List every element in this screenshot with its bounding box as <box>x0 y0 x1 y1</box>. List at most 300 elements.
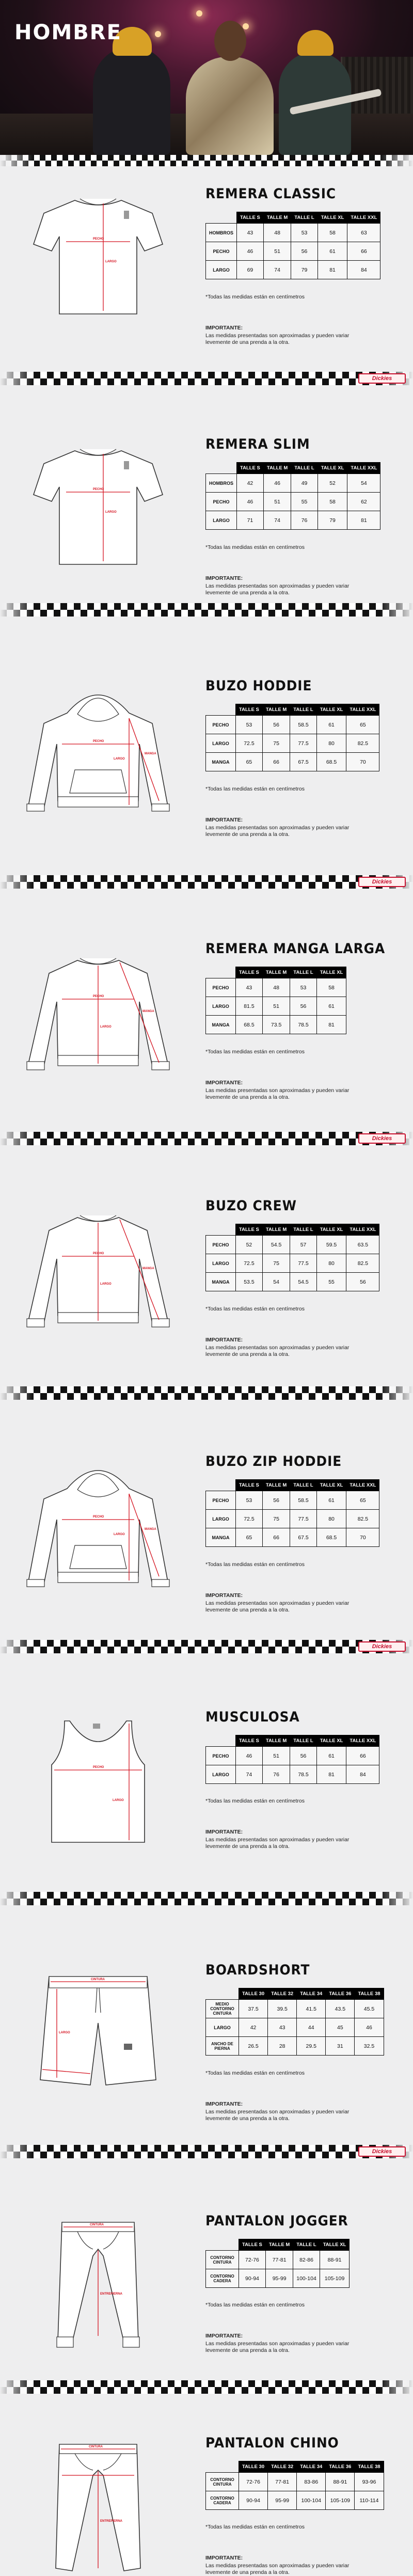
crew-sweater-diagram <box>21 1202 176 1336</box>
table-cell: 61 <box>316 1747 346 1765</box>
table-row <box>206 2473 384 2491</box>
important-note <box>205 817 350 838</box>
important-heading: IMPORTANTE: <box>205 1337 243 1343</box>
table-row <box>206 734 379 753</box>
row-label: MANGA <box>206 753 236 771</box>
row-label: LARGO <box>206 261 237 279</box>
column-header: TALLE S <box>236 704 263 716</box>
table-header-row <box>206 1480 379 1491</box>
table-cell: 53 <box>291 224 317 242</box>
size-table <box>205 2461 384 2510</box>
row-label: LARGO <box>206 997 236 1016</box>
size-table <box>205 1988 384 2056</box>
column-header <box>206 1480 236 1491</box>
important-heading: IMPORTANTE: <box>205 2333 243 2339</box>
column-header: TALLE L <box>290 1224 316 1236</box>
table-cell: 95-99 <box>265 2269 293 2288</box>
column-header: TALLE L <box>293 2239 320 2251</box>
column-header: TALLE XL <box>320 2239 350 2251</box>
column-header: TALLE XL <box>316 1224 346 1236</box>
hero-banner <box>0 0 413 155</box>
svg-text:PECHO: PECHO <box>93 1515 104 1519</box>
table-row <box>206 1236 379 1254</box>
row-label: CONTORNO CINTURA <box>206 2251 239 2269</box>
table-cell: 54.5 <box>262 1236 290 1254</box>
checker-divider <box>0 155 413 166</box>
svg-text:PECHO: PECHO <box>93 238 104 241</box>
important-text: Las medidas presentadas son aproximadas y pueden variar levemente de una prenda a la otra. <box>205 2341 350 2353</box>
table-cell: 80 <box>316 1510 346 1528</box>
table-cell: 56 <box>262 716 290 734</box>
table-header-row <box>206 704 379 716</box>
table-cell: 56 <box>290 997 316 1016</box>
table-cell: 52 <box>317 474 347 493</box>
table-row <box>206 1254 379 1273</box>
row-label: ANCHO DE PIERNA <box>206 2037 239 2056</box>
table-cell: 74 <box>263 511 291 530</box>
table-cell: 77.5 <box>290 1510 316 1528</box>
page-title: HOMBRE <box>14 21 122 44</box>
garment-title: REMERA SLIM <box>205 436 310 452</box>
size-table <box>205 1735 379 1784</box>
garment-title: PANTALON JOGGER <box>205 2213 348 2229</box>
column-header: TALLE S <box>236 967 263 978</box>
column-header: TALLE M <box>265 2239 293 2251</box>
table-cell: 66 <box>346 1747 379 1765</box>
row-label: PECHO <box>206 978 236 997</box>
table-header-row <box>206 2239 350 2251</box>
checker-divider <box>0 875 413 889</box>
table-cell: 88-91 <box>326 2473 355 2491</box>
garment-title: MUSCULOSA <box>205 1709 300 1725</box>
table-cell: 55 <box>291 493 317 511</box>
units-note: *Todas las medidas están en centímetros <box>205 1306 305 1312</box>
svg-text:LARGO: LARGO <box>113 1799 124 1802</box>
important-note <box>205 1337 350 1358</box>
table-cell: 53.5 <box>236 1273 263 1291</box>
important-note <box>205 1829 350 1850</box>
units-note: *Todas las medidas están en centímetros <box>205 2524 305 2530</box>
brand-badge: Dickies <box>358 1641 406 1652</box>
table-cell: 81.5 <box>236 997 263 1016</box>
table-cell: 41.5 <box>297 2000 326 2018</box>
svg-text:MANGA: MANGA <box>142 1010 154 1013</box>
garment-title: BUZO CREW <box>205 1198 297 1214</box>
important-text: Las medidas presentadas son aproximadas y pueden variar levemente de una prenda a la otra. <box>205 825 350 837</box>
table-row <box>206 2269 350 2288</box>
table-cell: 65 <box>346 716 379 734</box>
stage-light <box>243 23 249 29</box>
table-cell: 100-104 <box>293 2269 320 2288</box>
column-header: TALLE XL <box>316 967 346 978</box>
table-cell: 66 <box>347 242 380 261</box>
checker-divider <box>0 2145 413 2158</box>
stage-light <box>155 31 161 37</box>
table-cell: 56 <box>290 1747 316 1765</box>
table-cell: 93-96 <box>355 2473 384 2491</box>
table-row <box>206 224 380 242</box>
row-label: PECHO <box>206 716 236 734</box>
garment-title: BOARDSHORT <box>205 1962 310 1978</box>
table-cell: 31 <box>326 2037 355 2056</box>
svg-text:LARGO: LARGO <box>100 1283 112 1286</box>
zip-hoodie-diagram <box>21 1458 176 1592</box>
table-header-row <box>206 1735 379 1747</box>
table-cell: 81 <box>347 511 380 530</box>
table-cell: 39.5 <box>268 2000 297 2018</box>
size-table <box>205 1479 379 1547</box>
column-header: TALLE 36 <box>326 1988 355 2000</box>
column-header: TALLE XXL <box>346 1224 379 1236</box>
important-heading: IMPORTANTE: <box>205 2555 243 2561</box>
units-note: *Todas las medidas están en centímetros <box>205 2070 305 2076</box>
important-note <box>205 2333 350 2354</box>
table-cell: 45.5 <box>355 2000 384 2018</box>
table-cell: 81 <box>316 1765 346 1784</box>
column-header: TALLE S <box>236 1735 263 1747</box>
table-header-row <box>206 463 380 474</box>
table-cell: 57 <box>290 1236 316 1254</box>
boardshort-diagram <box>21 1966 176 2100</box>
row-label: PECHO <box>206 1747 236 1765</box>
checker-divider <box>0 1640 413 1653</box>
svg-text:MANGA: MANGA <box>142 1267 154 1270</box>
garment-title: PANTALON CHINO <box>205 2435 339 2451</box>
table-cell: 78.5 <box>290 1016 316 1034</box>
table-cell: 79 <box>291 261 317 279</box>
table-cell: 63.5 <box>346 1236 379 1254</box>
column-header <box>206 1735 236 1747</box>
checker-divider <box>0 372 413 385</box>
table-cell: 26.5 <box>239 2037 268 2056</box>
column-header: TALLE 30 <box>239 1988 268 2000</box>
table-row <box>206 716 379 734</box>
svg-text:PECHO: PECHO <box>93 1766 104 1769</box>
table-row <box>206 1491 379 1510</box>
column-header: TALLE L <box>291 212 317 224</box>
column-header: TALLE 34 <box>297 1988 326 2000</box>
table-cell: 80 <box>316 1254 346 1273</box>
table-cell: 69 <box>237 261 264 279</box>
row-label: PECHO <box>206 1491 236 1510</box>
important-text: Las medidas presentadas son aproximadas y pueden variar levemente de una prenda a la otra. <box>205 2109 350 2122</box>
table-cell: 44 <box>297 2018 326 2037</box>
important-text: Las medidas presentadas son aproximadas y pueden variar levemente de una prenda a la otra. <box>205 2563 350 2575</box>
table-row <box>206 261 380 279</box>
row-label: LARGO <box>206 1510 236 1528</box>
column-header: TALLE 34 <box>297 2461 326 2473</box>
important-note <box>205 2101 350 2122</box>
table-cell: 90-94 <box>239 2269 266 2288</box>
garment-title: REMERA MANGA LARGA <box>205 941 386 957</box>
important-note <box>205 1080 350 1101</box>
table-cell: 55 <box>316 1273 346 1291</box>
chino-pants-diagram <box>21 2439 176 2573</box>
column-header: TALLE 30 <box>239 2461 268 2473</box>
column-header: TALLE XXL <box>347 463 380 474</box>
column-header: TALLE M <box>263 212 291 224</box>
units-note: *Todas las medidas están en centímetros <box>205 294 305 300</box>
column-header: TALLE XXL <box>347 212 380 224</box>
table-cell: 71 <box>237 511 264 530</box>
table-cell: 56 <box>262 1491 290 1510</box>
table-cell: 77-81 <box>268 2473 297 2491</box>
table-cell: 43.5 <box>326 2000 355 2018</box>
checker-divider <box>0 2380 413 2394</box>
table-cell: 110-114 <box>355 2491 384 2510</box>
column-header <box>206 2461 239 2473</box>
column-header: TALLE M <box>262 967 290 978</box>
model-left <box>93 46 170 155</box>
table-cell: 78.5 <box>290 1765 316 1784</box>
garment-title: BUZO ZIP HODDIE <box>205 1453 342 1469</box>
column-header <box>206 704 236 716</box>
table-row <box>206 997 346 1016</box>
garment-title: REMERA CLASSIC <box>205 186 337 202</box>
stage-light <box>196 10 202 17</box>
svg-text:PECHO: PECHO <box>93 488 104 491</box>
table-cell: 49 <box>291 474 317 493</box>
table-cell: 66 <box>262 1528 290 1547</box>
svg-text:ENTREPIERNA: ENTREPIERNA <box>100 2293 123 2296</box>
table-cell: 61 <box>316 1491 346 1510</box>
table-cell: 45 <box>326 2018 355 2037</box>
units-note: *Todas las medidas están en centímetros <box>205 1798 305 1804</box>
table-cell: 79 <box>317 511 347 530</box>
column-header: TALLE L <box>290 1480 316 1491</box>
svg-text:CINTURA: CINTURA <box>89 2445 103 2448</box>
table-cell: 62 <box>347 493 380 511</box>
table-cell: 82-86 <box>293 2251 320 2269</box>
important-note <box>205 325 350 346</box>
table-cell: 77.5 <box>290 1254 316 1273</box>
table-cell: 70 <box>346 753 379 771</box>
svg-text:PECHO: PECHO <box>93 995 104 998</box>
table-row <box>206 511 380 530</box>
table-cell: 28 <box>268 2037 297 2056</box>
table-row <box>206 474 380 493</box>
table-cell: 42 <box>239 2018 268 2037</box>
column-header: TALLE XL <box>317 212 347 224</box>
table-cell: 67.5 <box>290 1528 316 1547</box>
table-cell: 84 <box>346 1765 379 1784</box>
size-table <box>205 212 380 279</box>
table-cell: 53 <box>236 716 263 734</box>
table-cell: 65 <box>236 1528 263 1547</box>
table-cell: 46 <box>263 474 291 493</box>
column-header: TALLE M <box>263 463 291 474</box>
checker-divider <box>0 1386 413 1400</box>
table-cell: 43 <box>237 224 264 242</box>
svg-text:LARGO: LARGO <box>114 757 125 761</box>
column-header: TALLE S <box>236 1480 263 1491</box>
table-cell: 70 <box>346 1528 379 1547</box>
table-cell: 74 <box>263 261 291 279</box>
column-header: TALLE XL <box>317 463 347 474</box>
table-row <box>206 753 379 771</box>
tank-top-diagram <box>21 1713 176 1847</box>
checker-divider <box>0 1892 413 1905</box>
table-cell: 46 <box>237 242 264 261</box>
table-cell: 61 <box>316 716 346 734</box>
table-cell: 76 <box>262 1765 290 1784</box>
row-label: MANGA <box>206 1528 236 1547</box>
units-note: *Todas las medidas están en centímetros <box>205 786 305 792</box>
column-header <box>206 2239 239 2251</box>
table-cell: 51 <box>262 997 290 1016</box>
row-label: CONTORNO CADERA <box>206 2269 239 2288</box>
row-label: MEDIO CONTORNO CINTURA <box>206 2000 239 2018</box>
column-header: TALLE M <box>262 1224 290 1236</box>
table-cell: 65 <box>236 753 263 771</box>
column-header: TALLE 38 <box>355 2461 384 2473</box>
table-cell: 81 <box>316 1016 346 1034</box>
column-header: TALLE M <box>262 1480 290 1491</box>
size-table <box>205 2239 350 2288</box>
garment-title: BUZO HODDIE <box>205 678 312 694</box>
brand-badge: Dickies <box>358 877 406 887</box>
column-header: TALLE M <box>262 704 290 716</box>
table-cell: 59.5 <box>316 1236 346 1254</box>
row-label: LARGO <box>206 2018 239 2037</box>
column-header: TALLE L <box>290 1735 316 1747</box>
table-cell: 72-76 <box>239 2251 266 2269</box>
table-cell: 46 <box>236 1747 263 1765</box>
table-header-row <box>206 2461 384 2473</box>
row-label: MANGA <box>206 1016 236 1034</box>
column-header: TALLE M <box>262 1735 290 1747</box>
svg-text:LARGO: LARGO <box>105 260 117 263</box>
column-header: TALLE XL <box>316 704 346 716</box>
svg-text:LARGO: LARGO <box>100 1025 112 1029</box>
brand-badge: Dickies <box>358 1133 406 1144</box>
column-header: TALLE XXL <box>346 1480 379 1491</box>
size-table <box>205 704 379 771</box>
table-header-row <box>206 967 346 978</box>
table-cell: 58.5 <box>290 716 316 734</box>
svg-text:CINTURA: CINTURA <box>91 1978 105 1981</box>
table-cell: 68.5 <box>316 1528 346 1547</box>
column-header <box>206 212 237 224</box>
row-label: LARGO <box>206 511 237 530</box>
tee-diagram <box>21 190 176 324</box>
table-cell: 75 <box>262 1510 290 1528</box>
column-header: TALLE S <box>237 212 264 224</box>
hoodie-diagram <box>21 682 176 816</box>
column-header <box>206 463 237 474</box>
row-label: CONTORNO CADERA <box>206 2491 239 2510</box>
table-cell: 75 <box>262 734 290 753</box>
table-row <box>206 1016 346 1034</box>
column-header: TALLE 32 <box>268 2461 297 2473</box>
important-text: Las medidas presentadas son aproximadas y pueden variar levemente de una prenda a la otra. <box>205 1087 350 1100</box>
table-cell: 77.5 <box>290 734 316 753</box>
important-heading: IMPORTANTE: <box>205 1829 243 1835</box>
svg-text:ENTREPIERNA: ENTREPIERNA <box>100 2520 123 2523</box>
table-cell: 58 <box>317 224 347 242</box>
column-header: TALLE 32 <box>268 1988 297 2000</box>
brand-badge: Dickies <box>358 373 406 384</box>
tee-diagram <box>21 440 176 575</box>
row-label: CONTORNO CINTURA <box>206 2473 239 2491</box>
table-cell: 82.5 <box>346 1254 379 1273</box>
jogger-diagram <box>21 2217 176 2351</box>
long-sleeve-diagram <box>21 945 176 1079</box>
column-header: TALLE L <box>291 463 317 474</box>
row-label: PECHO <box>206 242 237 261</box>
row-label: HOMBROS <box>206 224 237 242</box>
important-text: Las medidas presentadas son aproximadas y pueden variar levemente de una prenda a la otra. <box>205 1600 350 1613</box>
table-cell: 46 <box>355 2018 384 2037</box>
table-cell: 75 <box>262 1254 290 1273</box>
table-cell: 43 <box>236 978 263 997</box>
important-heading: IMPORTANTE: <box>205 1080 243 1086</box>
important-text: Las medidas presentadas son aproximadas y pueden variar levemente de una prenda a la otra. <box>205 1837 350 1850</box>
table-cell: 51 <box>262 1747 290 1765</box>
important-text: Las medidas presentadas son aproximadas y pueden variar levemente de una prenda a la otra. <box>205 583 350 596</box>
table-cell: 51 <box>263 493 291 511</box>
table-cell: 37.5 <box>239 2000 268 2018</box>
table-cell: 68.5 <box>316 753 346 771</box>
table-cell: 100-104 <box>297 2491 326 2510</box>
row-label: HOMBROS <box>206 474 237 493</box>
table-cell: 46 <box>237 493 264 511</box>
table-cell: 90-94 <box>239 2491 268 2510</box>
table-cell: 52 <box>236 1236 263 1254</box>
checker-divider <box>0 603 413 617</box>
svg-text:MANGA: MANGA <box>145 752 156 755</box>
table-cell: 65 <box>346 1491 379 1510</box>
table-cell: 48 <box>263 224 291 242</box>
table-header-row <box>206 1224 379 1236</box>
svg-text:CINTURA: CINTURA <box>90 2223 104 2226</box>
table-cell: 58.5 <box>290 1491 316 1510</box>
important-note <box>205 1592 350 1614</box>
column-header <box>206 1224 236 1236</box>
row-label: PECHO <box>206 1236 236 1254</box>
table-cell: 68.5 <box>236 1016 263 1034</box>
important-heading: IMPORTANTE: <box>205 1592 243 1599</box>
model-center <box>186 57 274 155</box>
table-cell: 53 <box>236 1491 263 1510</box>
table-cell: 95-99 <box>268 2491 297 2510</box>
units-note: *Todas las medidas están en centímetros <box>205 544 305 550</box>
column-header <box>206 967 236 978</box>
table-cell: 54.5 <box>290 1273 316 1291</box>
column-header: TALLE XXL <box>346 704 379 716</box>
important-heading: IMPORTANTE: <box>205 325 243 331</box>
table-cell: 80 <box>316 734 346 753</box>
column-header: TALLE XL <box>316 1735 346 1747</box>
table-cell: 77-81 <box>265 2251 293 2269</box>
size-table <box>205 967 346 1034</box>
table-row <box>206 2251 350 2269</box>
table-row <box>206 1510 379 1528</box>
table-cell: 67.5 <box>290 753 316 771</box>
column-header: TALLE XXL <box>346 1735 379 1747</box>
table-cell: 81 <box>317 261 347 279</box>
table-cell: 66 <box>262 753 290 771</box>
table-row <box>206 1528 379 1547</box>
checker-divider <box>0 1132 413 1145</box>
units-note: *Todas las medidas están en centímetros <box>205 1561 305 1568</box>
table-cell: 72.5 <box>236 734 263 753</box>
svg-text:LARGO: LARGO <box>59 2031 70 2034</box>
table-cell: 84 <box>347 261 380 279</box>
svg-text:PECHO: PECHO <box>93 1252 104 1255</box>
table-cell: 58 <box>317 493 347 511</box>
table-row <box>206 2000 384 2018</box>
